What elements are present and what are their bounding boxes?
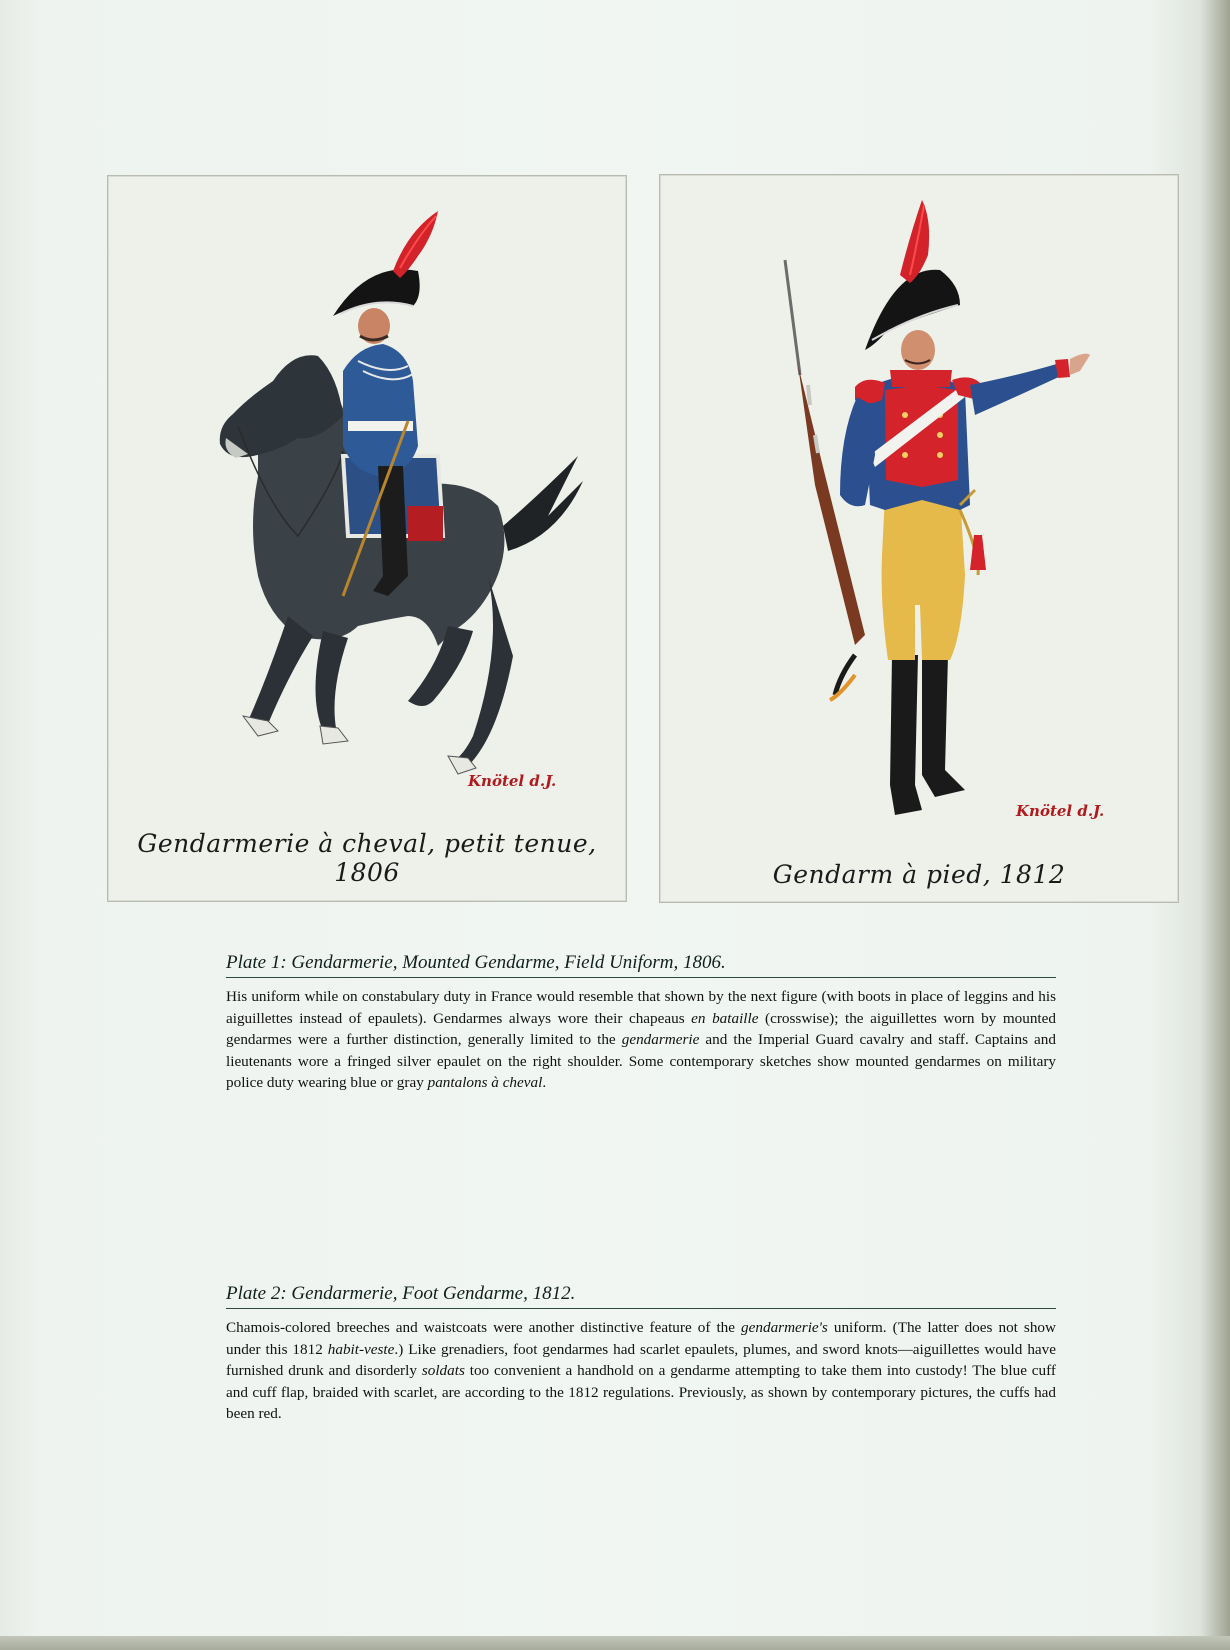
plate-1-caption: Gendarmerie à cheval, petit tenue, 1806 — [137, 829, 597, 887]
plate-1-body — [226, 986, 1056, 1094]
italic-term: habit-veste — [327, 1340, 395, 1358]
italic-term: pantalons à cheval — [427, 1074, 543, 1091]
italic-term: en bataille — [691, 1009, 759, 1027]
plate-2-signature: Knötel d.J. — [1016, 802, 1105, 820]
body-text: and the Imperial Guard cavalry and staff. Captains and lieutenants wore a fringed silver epaulet on the right shoulder. Some contemporary sketches show mounted gendarmes on military police duty wearing blue or gray — [226, 1031, 1056, 1091]
italic-term: gendarmerie — [621, 1031, 700, 1048]
body-text: uniform. (The latter does not show under this 1812 — [226, 1319, 1056, 1358]
plate-2-title: Plate 2: Gendarmerie, Foot Gendarme, 1812. — [226, 1283, 1056, 1309]
page-gutter-shadow — [1200, 0, 1230, 1650]
body-text: His uniform while on constabulary duty in France would resemble that shown by the next figure (with boots in place of leggins and his aiguillettes instead of epaulets). Gendarmes always wore their chapeaus — [226, 988, 1056, 1027]
body-text: .) Like grenadiers, foot gendarmes had scarlet epaulets, plumes, and sword knots—aiguillettes would have furnished drunk and disorderly — [226, 1340, 1056, 1379]
body-text: Chamois-colored breeches and waistcoats were another distinctive feature of the — [226, 1319, 742, 1336]
body-text: too convenient a handhold on a gendarme attempting to take them into custody! The blue cuff and cuff flap, braided with scarlet, are according to the 1812 regulations. Previously, as shown by contemporary pictures, the cuffs had been red. — [226, 1362, 1056, 1422]
foot-gendarme-drawing — [660, 175, 1178, 902]
plate-2-illustration — [659, 174, 1179, 903]
plate-2-description — [226, 1283, 1056, 1425]
page-bottom-edge — [0, 1636, 1230, 1650]
plate-1-title: Plate 1: Gendarmerie, Mounted Gendarme, Field Uniform, 1806. — [226, 952, 1056, 978]
plate-1-signature: Knötel d.J. — [468, 772, 557, 790]
body-text: . — [542, 1074, 547, 1091]
body-text: (crosswise); the aiguillettes worn by mounted gendarmes were a further distinction, generally limited to the — [226, 1009, 1056, 1048]
italic-term: soldats — [421, 1362, 465, 1379]
plate-2-body — [226, 1317, 1056, 1425]
plate-1-description — [226, 952, 1056, 1094]
italic-term: gendarmerie's — [741, 1319, 828, 1336]
plate-1-illustration — [107, 175, 627, 902]
plate-2-caption: Gendarm à pied, 1812 — [772, 860, 1066, 889]
mounted-gendarme-drawing — [108, 176, 626, 901]
